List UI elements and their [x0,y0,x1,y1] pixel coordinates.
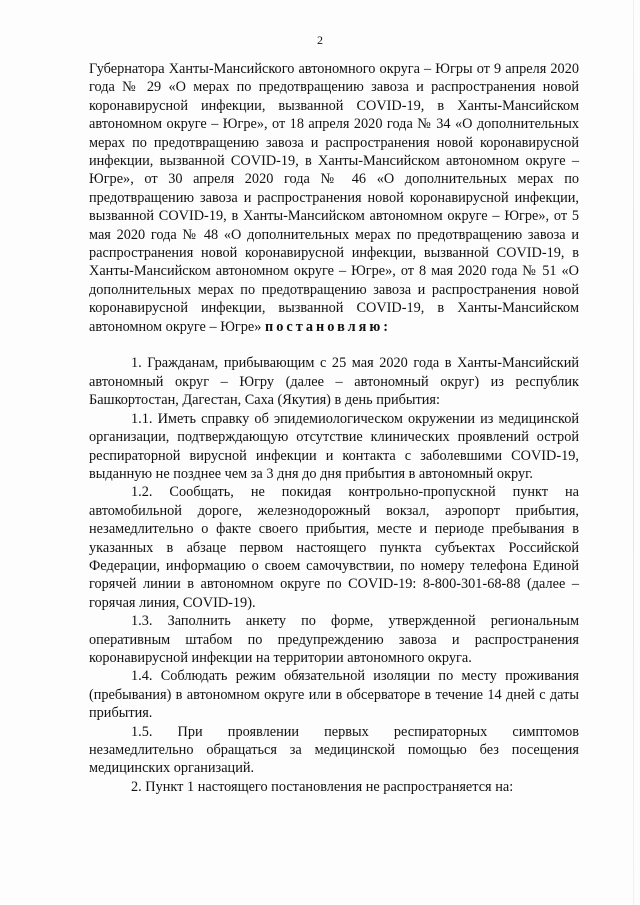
paragraph-1-1: 1.1. Иметь справку об эпидемиологическом окружении из медицинской организации, подтверждающую отсутствие клинических проявлений острой респираторной вирусной инфекции и контакта с заболевшими COVID-19, выданную не позднее чем за 3 дня до дня прибытия в автономный округ. [89,410,579,482]
paragraph-1-2: 1.2. Сообщать, не покидая контрольно-пропускной пункт на автомобильной дороге, железнодорожный вокзал, аэропорт прибытия, незамедлительно о факте своего прибытия, месте и периоде пребывания в указанных в абзаце первом настоящего пункта субъектах Российской Федерации, информацию о своем самочувствии, по номеру телефона Единой горячей линии в автономном округе по COVID-19: 8-800-301-68-88 (далее – горячая линия, COVID-19). [89,484,579,611]
paragraph-1-5: 1.5. При проявлении первых респираторных симптомов незамедлительно обращаться за медицинской помощью без посещения медицинских организаций. [89,723,579,777]
decree-word: постановляю: [264,318,392,335]
paragraph-1-3: 1.3. Заполнить анкету по форме, утвержденной региональным оперативным штабом по предупреждению завоза и распространения коронавирусной инфекции на территории автономного округа. [89,613,579,666]
paragraph-1: 1. Гражданам, прибывающим с 25 мая 2020 года в Ханты-Мансийский автономный округ – Югру (далее – автономный округ) из республик Башкортостан, Дагестан, Саха (Якутия) в день прибытия: [89,355,579,409]
paragraph-2: 2. Пункт 1 настоящего постановления не распространяется на: [131,778,514,795]
document-body [89,60,579,796]
paragraph-1-4: 1.4. Соблюдать режим обязательной изоляции по месту проживания (пребывания) в автономном округе или в обсерваторе в течение 14 дней с даты прибытия. [89,668,579,722]
intro-paragraph [89,60,579,336]
scan-edge-line [633,0,634,905]
intro-text: Губернатора Ханты-Мансийского автономного округа – Югры от 9 апреля 2020 года № 29 «О мерах по предотвращению завоза и распространения новой коронавирусной инфекции, вызванной COVID-19, в Ханты-Мансийском автономном округе – Югре», от 18 апреля 2020 года № 34 «О дополнительных мерах по предотвращению завоза и распространения новой коронавирусной инфекции, вызванной COVID-19, в Ханты-Мансийском автономном округе – Югре», от 30 апреля 2020 года № 46 «О дополнительных мерах по предотвращению завоза и распространения новой коронавирусной инфекции, вызванной COVID-19, в Ханты-Мансийском автономном округе – Югре», от 5 мая 2020 года № 48 «О дополнительных мерах по предотвращению завоза и распространения новой коронавирусной инфекции, вызванной COVID-19, в Ханты-Мансийском автономном округе – Югре», от 8 мая 2020 года № 51 «О дополнительных мерах по предотвращению завоза и распространения новой коронавирусной инфекции, вызванной COVID-19, в Ханты-Мансийском автономном округе – Югре» [89,61,579,335]
page-number: 2 [317,33,323,47]
